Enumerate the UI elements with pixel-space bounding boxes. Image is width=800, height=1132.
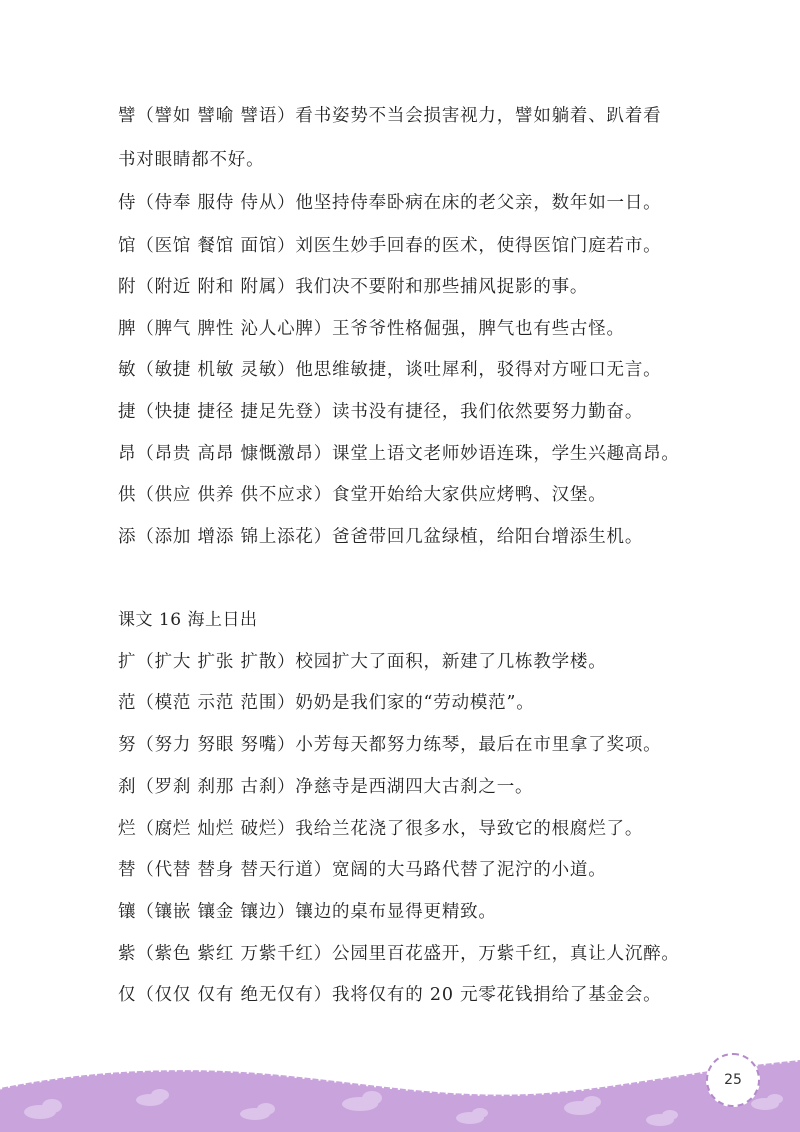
entry-guan: 馆（医馆 餐馆 面馆）刘医生妙手回春的医术，使得医馆门庭若市。 [118,236,662,256]
entry-shi: 侍（侍奉 服侍 侍从）他坚持侍奉卧病在床的老父亲，数年如一日。 [118,193,662,213]
entry-gong: 供（供应 供养 供不应求）食堂开始给大家供应烤鸭、汉堡。 [118,485,607,505]
entry-zi: 紫（紫色 紫红 万紫千红）公园里百花盛开，万紫千红，真让人沉醉。 [118,944,680,964]
entry-pi-line2: 书对眼睛都不好。 [118,150,265,170]
entry-pi-line1: 譬（譬如 譬喻 譬语）看书姿势不当会损害视力，譬如躺着、趴着看 [118,106,662,126]
entry-nu: 努（努力 努眼 努嘴）小芳每天都努力练琴，最后在市里拿了奖项。 [118,735,662,755]
section-title: 课文 16 海上日出 [118,610,258,630]
entry-pi2: 脾（脾气 脾性 沁人心脾）王爷爷性格倔强，脾气也有些古怪。 [118,319,625,339]
entry-lan: 烂（腐烂 灿烂 破烂）我给兰花浇了很多水，导致它的根腐烂了。 [118,819,644,839]
entry-tian: 添（添加 增添 锦上添花）爸爸带回几盆绿植，给阳台增添生机。 [118,527,644,547]
entry-ang: 昂（昂贵 高昂 慷慨激昂）课堂上语文老师妙语连珠，学生兴趣高昂。 [118,444,680,464]
entry-ti: 替（代替 替身 替天行道）宽阔的大马路代替了泥泞的小道。 [118,860,607,880]
entry-xiang: 镶（镶嵌 镶金 镶边）镶边的桌布显得更精致。 [118,902,497,922]
entry-fan: 范（模范 示范 范围）奶奶是我们家的“劳动模范”。 [118,693,535,713]
entry-kuo: 扩（扩大 扩张 扩散）校园扩大了面积，新建了几栋教学楼。 [118,652,607,672]
entry-cha: 刹（罗刹 刹那 古刹）净慈寺是西湖四大古刹之一。 [118,777,534,797]
entry-jin: 仅（仅仅 仅有 绝无仅有）我将仅有的 20 元零花钱捐给了基金会。 [118,985,662,1005]
page-number: 25 [706,1053,760,1107]
entry-fu: 附（附近 附和 附属）我们决不要附和那些捕风捉影的事。 [118,277,589,297]
footer-wave-decoration [0,1042,800,1132]
entry-min: 敏（敏捷 机敏 灵敏）他思维敏捷，谈吐犀利，驳得对方哑口无言。 [118,360,662,380]
entry-jie: 捷（快捷 捷径 捷足先登）读书没有捷径，我们依然要努力勤奋。 [118,402,644,422]
